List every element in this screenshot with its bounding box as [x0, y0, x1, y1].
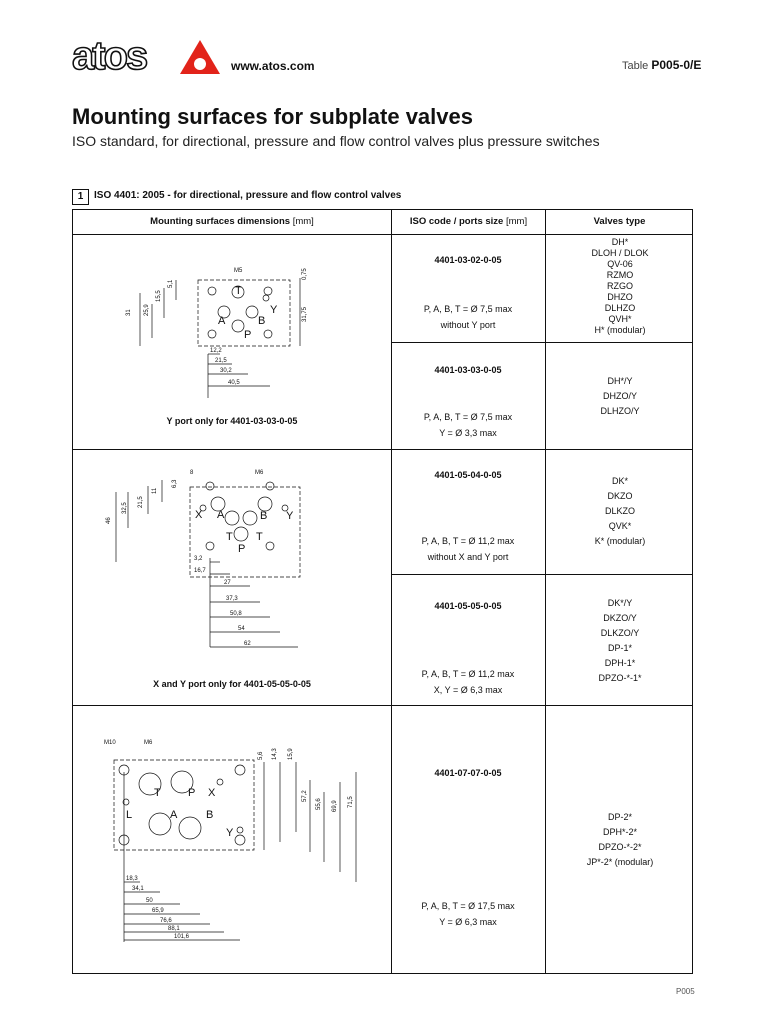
valves-list: DK*/Y DKZO/Y DLKZO/Y DP-1* DPH-1* DPZO-*-1* [598, 598, 642, 683]
table-divider [391, 209, 392, 974]
table-subrow-rule [391, 574, 693, 575]
dim-label: 101,6 [174, 934, 190, 940]
dim-label: 88,1 [168, 926, 180, 932]
port-spec: P, A, B, T = Ø 17,5 max Y = Ø 6,3 max [421, 901, 515, 927]
dim-label: 71,5 [348, 796, 354, 808]
iso-code: 4401-03-02-0-05 [434, 255, 502, 265]
dim-label: 62 [244, 641, 251, 647]
iso-code: 4401-03-03-0-05 [434, 365, 502, 375]
dim-label: 55,6 [316, 798, 322, 810]
port-label: P [244, 329, 252, 341]
dim-label: 11 [152, 487, 158, 494]
page-subtitle: ISO standard, for directional, pressure and flow control valves plus pressure switches [72, 133, 600, 149]
table-subrow-rule [391, 342, 693, 343]
thread-label: M6 [144, 740, 153, 746]
drawing-caption: Y port only for 4401-03-03-0-05 [166, 416, 298, 426]
port-label: B [260, 510, 268, 522]
port-spec: P, A, B, T = Ø 7,5 max Y = Ø 3,3 max [423, 412, 513, 438]
port-label: T [256, 531, 263, 543]
mounting-drawing-07 [100, 732, 385, 942]
valves-list: DH* DLOH / DLOK QV-06 RZMO RZGO DHZO DLHZO QVH* H* (modular) [591, 237, 649, 335]
table-header-rule [72, 234, 693, 235]
section-title: ISO 4401: 2005 - for directional, pressure and flow control valves [94, 190, 402, 201]
dim-label: 50,8 [230, 611, 242, 617]
dim-label: 14,3 [272, 748, 278, 760]
port-spec: P, A, B, T = Ø 11,2 max X, Y = Ø 6,3 max [421, 669, 515, 695]
port-spec: P, A, B, T = Ø 7,5 max without Y port [423, 304, 513, 330]
dim-label: 65,9 [152, 908, 164, 914]
iso-code: 4401-05-05-0-05 [434, 601, 502, 611]
page-title: Mounting surfaces for subplate valves [72, 104, 473, 129]
page-footer-code: P005 [676, 987, 695, 996]
table-row-rule [72, 449, 693, 450]
dim-label: 46 [106, 517, 112, 524]
valves-list: DK* DKZO DLKZO QVK* K* (modular) [594, 476, 646, 546]
dim-label: 54 [238, 626, 245, 632]
dim-label: 34,1 [132, 886, 144, 892]
atos-logo [72, 36, 222, 80]
valves-list: DP-2* DPH*-2* DPZO-*-2* JP*-2* (modular) [586, 812, 654, 867]
mounting-drawing-05 [100, 462, 320, 662]
dim-label: 8 [190, 470, 194, 476]
port-label: L [126, 809, 133, 821]
port-label: T [235, 285, 242, 297]
table-reference [622, 58, 701, 72]
dim-label: 31 [126, 309, 132, 316]
port-label: A [217, 509, 225, 521]
column-header-valves: Valves type [593, 216, 646, 227]
column-header-iso-code: ISO code / ports size [mm] [409, 216, 528, 227]
table-code: P005-0/E [651, 58, 702, 72]
dim-label: 57,2 [302, 790, 308, 802]
port-label: T [226, 531, 233, 543]
dim-label: 5,1 [168, 279, 174, 288]
port-label: X [208, 787, 216, 799]
table-row-rule [72, 705, 693, 706]
thread-label: M5 [234, 268, 243, 274]
port-label: Y [286, 510, 294, 522]
port-label: Y [270, 304, 278, 316]
dim-label: 69,9 [332, 800, 338, 812]
dim-label: 21,5 [138, 496, 144, 508]
port-label: A [170, 809, 178, 821]
dim-label: 18,3 [126, 876, 138, 882]
dim-label: 32,5 [122, 502, 128, 514]
dim-label: 21,5 [215, 358, 227, 364]
dim-label: 27 [224, 580, 231, 586]
dim-label: 50 [146, 898, 153, 904]
dim-label: 5,6 [258, 751, 264, 760]
dim-label: 15,9 [288, 748, 294, 760]
valves-list: DH*/Y DHZO/Y DLHZO/Y [600, 376, 640, 416]
port-label: P [188, 787, 196, 799]
port-label: B [206, 809, 214, 821]
port-label: B [258, 315, 266, 327]
port-label: A [218, 315, 226, 327]
website-link[interactable]: www.atos.com [231, 59, 315, 73]
column-header-dimensions: Mounting surfaces dimensions [mm] [150, 216, 314, 227]
thread-label: M10 [104, 740, 116, 746]
svg-text:atos: atos [72, 36, 147, 78]
dim-label: 25,9 [144, 304, 150, 316]
iso-code: 4401-05-04-0-05 [434, 470, 502, 480]
dim-label: 6,3 [172, 479, 178, 488]
dim-label: 12,2 [210, 348, 222, 354]
port-label: T [154, 787, 161, 799]
dim-label: 0,75 [302, 268, 308, 280]
dim-label: 37,3 [226, 596, 238, 602]
dim-label: 3,2 [194, 556, 203, 562]
dim-label: 31,75 [302, 306, 308, 322]
port-label: P [238, 543, 246, 555]
port-spec: P, A, B, T = Ø 11,2 max without X and Y port [421, 536, 515, 562]
port-label: X [195, 509, 203, 521]
drawing-caption: X and Y port only for 4401-05-05-0-05 [153, 679, 311, 689]
thread-label: M6 [255, 470, 264, 476]
dim-label: 16,7 [194, 568, 206, 574]
dim-label: 76,6 [160, 918, 172, 924]
table-prefix: Table [622, 60, 649, 72]
dim-label: 30,2 [220, 368, 232, 374]
section-number: 1 [72, 189, 89, 205]
iso-code: 4401-07-07-0-05 [434, 768, 502, 778]
port-label: Y [226, 827, 234, 839]
dim-label: 40,5 [228, 380, 240, 386]
mounting-drawing-03 [120, 258, 320, 408]
dim-label: 15,5 [156, 290, 162, 302]
